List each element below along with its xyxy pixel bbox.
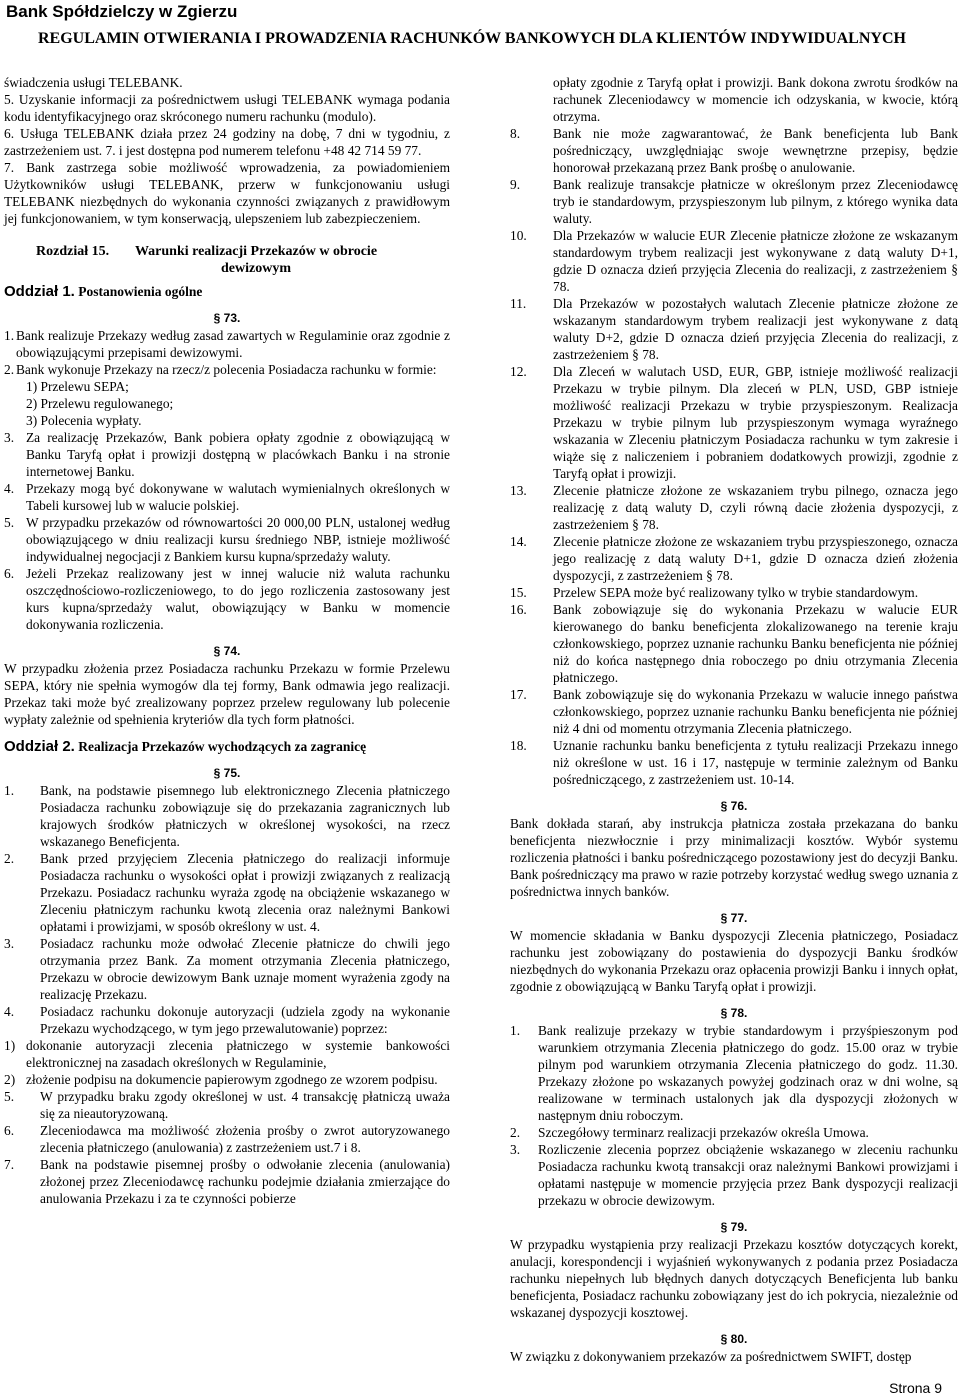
list-item bbox=[4, 429, 450, 480]
section-number: 75. bbox=[223, 766, 241, 780]
division-title: Postanowienia ogólne bbox=[78, 284, 203, 299]
paragraph: W przypadku złożenia przez Posiadacza rachunku Przekazu w formie Przelewu SEPA, który nie spełnia wymogów dla tej formy, Bank odmawia jego realizacji. Przekaz taki może być zrealizowany poprzez przelew regulowany lub polecenie wypłaty zależnie od spełnienia kryteriów dla tych form płatności. bbox=[4, 661, 450, 727]
bank-name: Bank Spółdzielczy w Zgierzu bbox=[6, 2, 238, 21]
division-number: Oddział 2. bbox=[4, 738, 75, 755]
item-number: 13. bbox=[510, 483, 527, 498]
item-number: 8. bbox=[510, 126, 521, 141]
item-text: Bank, na podstawie pisemnego lub elektronicznego Zlecenia płatniczego Posiadacza rachunku zobowiązuje się do przekazania zagranicznych lub krajowych środków płatniczych w określonej wysokości, na rzecz wskazanego Beneficjenta. bbox=[40, 783, 450, 849]
list-item bbox=[510, 295, 958, 363]
section-number: 74. bbox=[223, 644, 241, 658]
division-title: Realizacja Przekazów wychodzących za zagranicę bbox=[78, 739, 367, 754]
section-number: 73. bbox=[223, 311, 241, 325]
list-item bbox=[4, 935, 450, 1003]
item-text: Bank zobowiązuje się do wykonania Przekazu w walucie innego państwa członkowskiego, poprzez uznanie rachunku Banku beneficjenta nie później niż 4 dni od momentu otrzymania Zlecenia płatniczego. bbox=[553, 687, 958, 736]
item-number: 6. bbox=[4, 1123, 15, 1138]
section-mark: § 76. bbox=[720, 799, 748, 813]
paragraph: 5. Uzyskanie informacji za pośrednictwem usługi TELEBANK wymaga podania kodu identyfikacyjnego oraz skróconego numeru rachunku (modulo). bbox=[4, 92, 450, 124]
item-text: Dla Przekazów w walucie EUR Zlecenie płatnicze złożone ze wskazanym standardowym trybem realizacji jest wykonywane z datą waluty D+1, gdzie D oznacza dzień przyjęcia Zlecenia do realizacji, z zastrzeżeniem § 78. bbox=[553, 228, 958, 294]
item-number: 2. bbox=[510, 1125, 521, 1140]
list-item bbox=[510, 584, 958, 601]
item-number: 1. bbox=[4, 783, 15, 798]
section-number: 79. bbox=[730, 1220, 748, 1234]
right-column bbox=[510, 74, 958, 1365]
section-mark: § 74. bbox=[213, 644, 241, 658]
item-number: 2. bbox=[4, 851, 15, 866]
division-number: Oddział 1. bbox=[4, 283, 75, 300]
list-item bbox=[4, 1003, 450, 1037]
item-text: Dla Zleceń w walutach USD, EUR, GBP, istnieje możliwość realizacji Przekazu w trybie pilnym. Dla zleceń w PLN, USD, GBP istnieje możliwość realizacji Przekazu w trybie przyspieszonym. Realizacja Przekazu w trybie pilnym lub przyspieszonym wymaga wyraźnego wskazania w Zleceniu płatniczym Posiadacza rachunku w tym zakresie i wiąże się z naliczeniem i pobraniem dodatkowych prowizji, zgodnie z Taryfą opłat i prowizji. bbox=[553, 364, 958, 481]
item-number: 10. bbox=[510, 228, 527, 243]
document-title: REGULAMIN OTWIERANIA I PROWADZENIA RACHUNKÓW BANKOWYCH DLA KLIENTÓW INDYWIDUALNYCH bbox=[38, 30, 906, 47]
list-item bbox=[4, 565, 450, 633]
item-number: 2. bbox=[4, 362, 15, 377]
paragraph: świadczenia usługi TELEBANK. bbox=[4, 75, 183, 90]
item-number: 6. bbox=[4, 566, 15, 581]
item-text: Bank realizuje przekazy w trybie standardowym i przyśpieszonym pod warunkiem otrzymania Zlecenia płatniczego do godz. 15.00 oraz w trybie pilnym pod warunkiem otrzymania Zlecenia płatniczego do godz. 11.30. Przekazy złożone po wskazanych powyżej godzinach oraz w dni wolne, są realizowane w terminach ustalonych jak dla dyspozycji złożonych w następnym dniu roboczym. bbox=[538, 1023, 958, 1123]
paragraph: 7. Bank zastrzega sobie możliwość wprowadzenia, za powiadomieniem Użytkowników usługi TELEBANK, przerw w funkcjonowaniu usługi TELEBANK niezbędnych do wykonania czynności związanych z prawidłowym jej funkcjonowaniem, w tym konserwacją, ulepszeniem lub zabezpieczeniem. bbox=[4, 160, 450, 226]
item-text: Bank zobowiązuje się do wykonania Przekazu w walucie EUR kierowanego do banku beneficjenta zlokalizowanego na terenie kraju członkowskiego, poprzez uznanie rachunku Banku beneficjenta nie później niż do końca następnego dnia roboczego po dniu otrzymania Zlecenia płatniczego. bbox=[553, 602, 958, 685]
item-text: W przypadku braku zgody określonej w ust. 4 transakcję płatniczą uważa się za nieautoryzowaną. bbox=[40, 1089, 450, 1121]
paragraph: 6. Usługa TELEBANK działa przez 24 godziny na dobę, 7 dni w tygodniu, z zastrzeżeniem ust. 7. i jest dostępna pod numerem telefonu +48 42 714 59 77. bbox=[4, 126, 450, 158]
paragraph: opłaty zgodnie z Taryfą opłat i prowizji. Bank dokona zwrotu środków na rachunek Zleceniodawcy w momencie ich odzyskania, w kwocie, którą otrzyma. bbox=[553, 75, 958, 124]
item-number: 1. bbox=[510, 1023, 521, 1038]
paragraph: Bank dokłada starań, aby instrukcja płatnicza została przekazana do banku beneficjenta niezwłocznie i przy minimalizacji kosztów. Wybór systemu rozliczenia płatności i banku pośredniczącego pozostawiony jest do decyzji Banku. Bank pośredniczący ma prawo w razie potrzeby korzystać według swego uznania z pośrednictwa innych banków. bbox=[510, 816, 958, 899]
division-heading bbox=[4, 283, 450, 300]
item-text: W przypadku przekazów od równowartości 20 000,00 PLN, ustalonej według obowiązującego w dniu realizacji kursu średniego NBP, istnieje możliwość indywidualnej negocjacji z Bankiem kursu kupna/sprzedaży waluty. bbox=[26, 515, 450, 564]
section-number: 77. bbox=[730, 911, 748, 925]
list-item bbox=[510, 1022, 958, 1124]
item-number: 16. bbox=[510, 602, 527, 617]
item-text: Przelew SEPA może być realizowany tylko w trybie standardowym. bbox=[553, 585, 919, 600]
list-item bbox=[4, 850, 450, 935]
list-item bbox=[510, 533, 958, 584]
item-text: Bank na podstawie pisemnej prośby o odwołanie zlecenia (anulowania) złożonej przez Zleceniodawcę rachunku podejmie działania zmierzające do anulowania Przekazu i za te czynności pobierze bbox=[40, 1157, 450, 1206]
list-item bbox=[510, 125, 958, 176]
item-number: 3. bbox=[4, 430, 15, 445]
item-number: 1. bbox=[4, 328, 15, 343]
page-number: Strona 9 bbox=[889, 1380, 942, 1396]
item-number: 3. bbox=[510, 1142, 521, 1157]
sub-item: 1) Przelewu SEPA; bbox=[26, 379, 129, 394]
item-number: 1) bbox=[4, 1038, 16, 1053]
list-item bbox=[4, 327, 450, 361]
list-item bbox=[4, 782, 450, 850]
list-item bbox=[4, 1122, 450, 1156]
list-item bbox=[510, 686, 958, 737]
item-text: Bank nie może zagwarantować, że Bank beneficjenta lub Bank pośredniczący, uwzględniając swoje wewnętrzne przepisy, będzie honorował przekazaną przez Bank prośbę o anulowanie. bbox=[553, 126, 958, 175]
item-text: Rozliczenie zlecenia poprzez obciążenie wskazanego w zleceniu rachunku Posiadacza rachunku kwotą transakcji oraz należnymi Bankowi prowizjami i opłatami następuje w momencie przyjęcia przez Bank dyspozycji realizacji przekazu w obrocie dewizowym. bbox=[538, 1142, 958, 1208]
item-text: Bank realizuje transakcje płatnicze w określonym przez Zleceniodawcę tryb ie standardowym, przyspieszonym lub pilnym, z którego wynika data waluty. bbox=[553, 177, 958, 226]
item-text: Bank realizuje Przekazy według zasad zawartych w Regulaminie oraz zgodnie z obowiązującymi przepisami dewizowymi. bbox=[16, 328, 450, 360]
item-text: Jeżeli Przekaz realizowany jest w innej walucie niż waluta rachunku oszczędnościowo-rozliczeniowego, to do jego rozliczenia zastosowany jest kurs kupna/sprzedaży walut, obowiązujący w Banku w momencie dokonywania rozliczenia. bbox=[26, 566, 450, 632]
list-item bbox=[510, 176, 958, 227]
item-number: 4. bbox=[4, 1004, 15, 1019]
item-text: Posiadacz rachunku dokonuje autoryzacji (udziela zgody na wykonanie Przekazu wychodzącego, w tym jego przewalutowanie) poprzez: bbox=[40, 1004, 450, 1036]
section-mark: § 73. bbox=[213, 311, 241, 325]
list-item bbox=[510, 601, 958, 686]
item-number: 12. bbox=[510, 364, 527, 379]
sub-item: 2) Przelewu regulowanego; bbox=[26, 396, 174, 411]
paragraph: W przypadku wystąpienia przy realizacji Przekazu kosztów dotyczących korekt, anulacji, korespondencji i wyjaśnień wykonywanych z podania przez Posiadacza rachunku niepełnych lub błędnych danych dotyczących Beneficjenta lub banku beneficjenta, Posiadacz rachunku zobowiązany jest do ich pokrycia, niezależnie od wskazanej dyspozycji kosztowej. bbox=[510, 1237, 958, 1320]
list-item bbox=[510, 482, 958, 533]
item-text: Przekazy mogą być dokonywane w walutach wymienialnych określonych w Tabeli kursowej lub w walucie polskiej. bbox=[26, 481, 450, 513]
item-text: Zleceniodawca ma możliwość złożenia prośby o zwrot autoryzowanego zlecenia płatniczego (anulowania) z zastrzeżeniem ust.7 i 8. bbox=[40, 1123, 450, 1155]
paragraph: W związku z dokonywaniem przekazów za pośrednictwem SWIFT, dostęp bbox=[510, 1349, 912, 1364]
item-text: Bank przed przyjęciem Zlecenia płatniczego do realizacji informuje Posiadacza rachunku o wysokości opłat i prowizji związanych z realizacją Przekazu. Posiadacz rachunku wyraża zgodę na obciążenie wskazanego w Zleceniu płatniczym rachunku kwotą zlecenia oraz należnymi Bankowi opłatami i prowizjami, w sposób określony w ust. 4. bbox=[40, 851, 450, 934]
item-text: dokonanie autoryzacji zlecenia płatniczego w systemie bankowości elektronicznej na zasadach określonych w Regulaminie, bbox=[26, 1038, 450, 1070]
list-item bbox=[4, 1088, 450, 1122]
item-text: Za realizację Przekazów, Bank pobiera opłaty zgodnie z obowiązującą w Banku Taryfą opłat i prowizji dostępną w placówkach Banku i na stronie internetowej Banku. bbox=[26, 430, 450, 479]
list-item bbox=[510, 1124, 958, 1141]
list-item bbox=[4, 480, 450, 514]
item-text: Uznanie rachunku banku beneficjenta z tytułu realizacji Przekazu innego niż określone w ust. 16 i 17, następuje w terminie zależnym od Banku pośredniczącego, z zastrzeżeniem ust. 10-14. bbox=[553, 738, 958, 787]
list-item bbox=[4, 1156, 450, 1207]
item-text: Posiadacz rachunku może odwołać Zlecenie płatnicze do chwili jego otrzymania przez Bank. Za moment otrzymania Zlecenia płatniczego, Przekazu w obrocie dewizowym Bank uznaje moment wyrażenia zgody na realizację Przekazu. bbox=[40, 936, 450, 1002]
section-mark: § 75. bbox=[213, 766, 241, 780]
item-text: Szczegółowy terminarz realizacji przekazów określa Umowa. bbox=[538, 1125, 869, 1140]
item-number: 5. bbox=[4, 1089, 15, 1104]
division-heading bbox=[4, 738, 450, 755]
item-text: Bank wykonuje Przekazy na rzecz/z polecenia Posiadacza rachunku w formie: bbox=[16, 362, 437, 377]
list-item bbox=[4, 1071, 450, 1088]
section-number: 80. bbox=[730, 1332, 748, 1346]
item-number: 14. bbox=[510, 534, 527, 549]
chapter-title: Warunki realizacji Przekazów w obrocie dewizowym bbox=[134, 244, 378, 276]
list-item bbox=[4, 514, 450, 565]
chapter-heading bbox=[4, 243, 450, 277]
chapter-number: Rozdział 15. bbox=[36, 244, 110, 259]
section-mark: § 79. bbox=[720, 1220, 748, 1234]
section-mark: § 78. bbox=[720, 1006, 748, 1020]
list-item bbox=[4, 361, 450, 378]
paragraph: W momencie składania w Banku dyspozycji Zlecenia płatniczego, Posiadacz rachunku jest zobowiązany do postawienia do dyspozycji Banku środków niezbędnych do wykonania Przekazu oraz opłacenia prowizji Banku i innych opłat, zgodnie z obowiązującą w Banku Taryfą opłat i prowizji. bbox=[510, 928, 958, 994]
item-text: złożenie podpisu na dokumencie papierowym zgodnego ze wzorem podpisu. bbox=[26, 1072, 438, 1087]
item-number: 15. bbox=[510, 585, 527, 600]
item-number: 4. bbox=[4, 481, 15, 496]
item-number: 3. bbox=[4, 936, 15, 951]
section-mark: § 80. bbox=[720, 1332, 748, 1346]
sub-item: 3) Polecenia wypłaty. bbox=[26, 413, 142, 428]
list-item bbox=[510, 737, 958, 788]
list-item bbox=[510, 227, 958, 295]
section-number: 78. bbox=[730, 1006, 748, 1020]
section-number: 76. bbox=[730, 799, 748, 813]
list-item bbox=[510, 1141, 958, 1209]
section-mark: § 77. bbox=[720, 911, 748, 925]
item-number: 9. bbox=[510, 177, 521, 192]
item-number: 5. bbox=[4, 515, 15, 530]
item-number: 17. bbox=[510, 687, 527, 702]
list-item bbox=[4, 1037, 450, 1071]
list-item bbox=[510, 363, 958, 482]
item-number: 2) bbox=[4, 1072, 16, 1087]
item-text: Zlecenie płatnicze złożone ze wskazaniem trybu przyspieszonego, oznacza jego realizację z datą waluty D+1, gdzie D oznacza dzień złożenia dyspozycji, z zastrzeżeniem § 78. bbox=[553, 534, 958, 583]
item-text: Dla Przekazów w pozostałych walutach Zlecenie płatnicze złożone ze wskazanym standardowym trybem realizacji jest wykonywane z datą waluty D+2, gdzie D oznacza dzień przyjęcia Zlecenia do realizacji, z zastrzeżeniem § 78. bbox=[553, 296, 958, 362]
left-column bbox=[4, 74, 450, 1207]
item-number: 11. bbox=[510, 296, 527, 311]
item-number: 18. bbox=[510, 738, 527, 753]
item-text: Zlecenie płatnicze złożone ze wskazaniem trybu pilnego, oznacza jego realizację z datą waluty D, czyli równą dacie złożenia dyspozycji, z zastrzeżeniem § 78. bbox=[553, 483, 958, 532]
item-number: 7. bbox=[4, 1157, 15, 1172]
